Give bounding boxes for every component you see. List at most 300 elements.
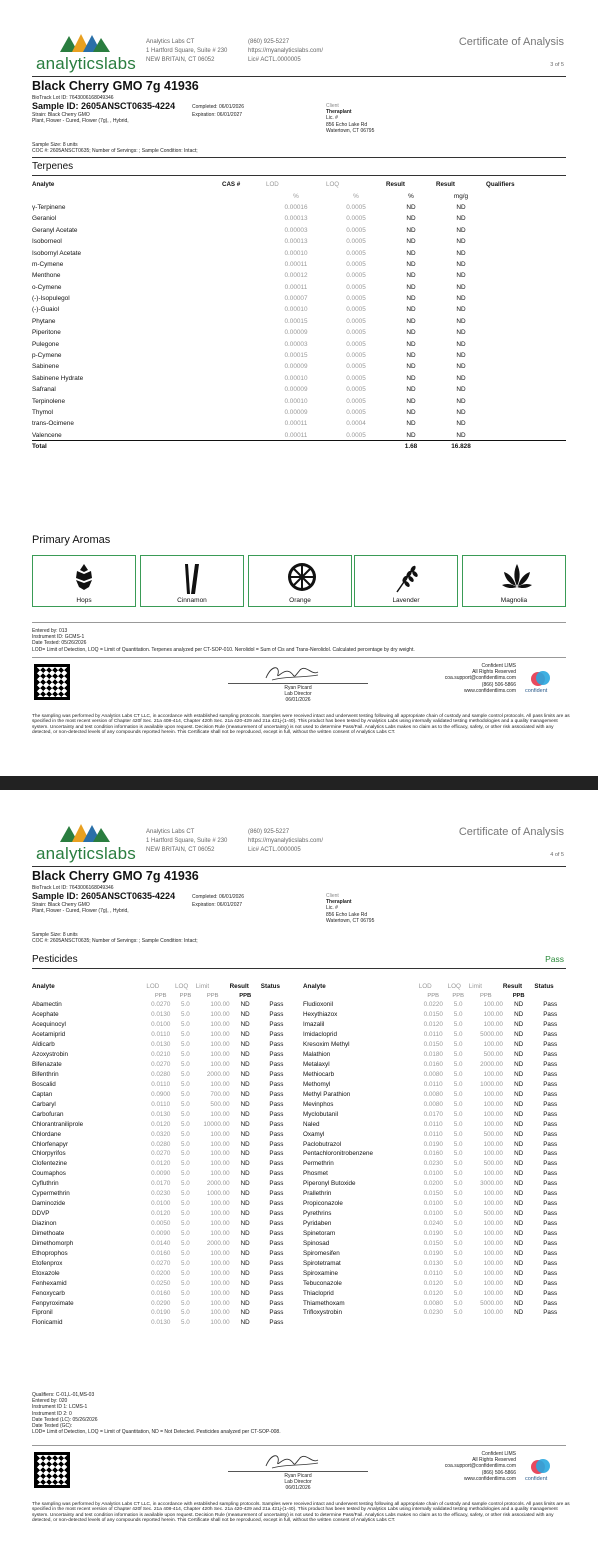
table-row <box>303 1119 566 1129</box>
instrument-id: Instrument ID: GCMS-1 <box>32 634 85 641</box>
table-row <box>32 1318 292 1328</box>
col-loq: LOQ <box>175 983 189 991</box>
table-row <box>32 338 566 349</box>
cell-limit: 2000.00 <box>480 1061 503 1069</box>
cell-analyte: Pentachloronitrobenzene <box>303 1150 374 1158</box>
cell-result: ND <box>240 1100 250 1108</box>
cell-analyte: Acephate <box>32 1011 59 1019</box>
pesticides-table-left <box>32 982 292 1328</box>
table-row <box>32 1089 292 1099</box>
cell-lod: 0.00010 <box>284 306 308 314</box>
cell-status: Pass <box>543 1110 558 1118</box>
col-result-mgg: Result <box>436 181 455 189</box>
cell-result: ND <box>240 1200 250 1208</box>
cell-status: Pass <box>269 1021 284 1029</box>
table-row <box>32 270 566 281</box>
table-row <box>32 213 566 224</box>
cell-result: ND <box>514 1140 524 1148</box>
cell-limit: 500.00 <box>483 1130 503 1138</box>
matrix: Plant, Flower - Cured, Flower (7g), , Hybrid, <box>32 908 129 914</box>
cell-result-mgg: ND <box>456 283 466 291</box>
lims-info <box>420 1451 516 1482</box>
cell-cas <box>222 407 266 418</box>
cell-result-pct: ND <box>406 363 416 371</box>
table-row <box>303 1079 566 1089</box>
cell-lod: 0.0190 <box>151 1309 171 1317</box>
cell-limit: 100.00 <box>210 1150 230 1158</box>
cell-analyte: Hexythiazox <box>303 1011 338 1019</box>
cell-analyte: Fenhexamid <box>32 1279 67 1287</box>
page-4 <box>0 790 598 1564</box>
table-row <box>303 1288 566 1298</box>
col-result: Result <box>229 983 249 991</box>
aroma-label: Lavender <box>392 597 420 604</box>
lab-address: 1 Hartford Square, Suite # 230 <box>146 838 228 844</box>
cell-limit: 100.00 <box>210 1110 230 1118</box>
cell-analyte: Trifloxystrobin <box>303 1309 342 1317</box>
footer-notes <box>32 1392 281 1435</box>
table-row <box>32 1119 292 1129</box>
cell-result-mgg: ND <box>456 203 466 211</box>
confident-brand: confident <box>525 1476 548 1482</box>
table-row <box>303 1298 566 1308</box>
coc: COC #: 2605ANSCT0635; Number of Servings: ; Sample Condition: Intact; <box>32 938 198 944</box>
divider <box>32 657 566 658</box>
client-lic: Lic. # <box>326 115 338 122</box>
cell-analyte: Menthone <box>32 272 61 280</box>
cell-result-pct: ND <box>406 329 416 337</box>
cell-limit: 100.00 <box>483 1309 503 1317</box>
cell-result: ND <box>514 1120 524 1128</box>
cell-loq: 0.0005 <box>346 409 366 416</box>
cell-lod: 0.0120 <box>151 1120 171 1128</box>
cell-result: ND <box>240 1120 250 1128</box>
lab-name: Analytics Labs CT <box>146 829 195 835</box>
table-row <box>303 1020 566 1030</box>
col-loq: LOQ <box>447 983 461 991</box>
cell-analyte: Spinosad <box>303 1239 330 1247</box>
cell-limit: 100.00 <box>483 1170 503 1178</box>
table-row <box>32 1000 292 1010</box>
table-row <box>32 1229 292 1239</box>
cell-status: Pass <box>269 1239 284 1247</box>
cell-analyte: Etoxazole <box>32 1269 60 1277</box>
cell-lod: 0.0110 <box>423 1031 443 1039</box>
unit-lod: % <box>293 192 299 200</box>
col-status: Status <box>534 983 554 991</box>
cell-result-pct: ND <box>406 249 416 257</box>
lims-url[interactable]: www.confidentlims.com <box>464 687 516 694</box>
completed-date: Completed: 06/01/2026 <box>192 894 244 900</box>
cell-loq: 5.0 <box>181 1249 190 1257</box>
cell-lod: 0.00011 <box>284 431 308 439</box>
cell-result: ND <box>514 1041 524 1049</box>
page-number: 4 of 5 <box>550 852 564 858</box>
table-row <box>303 1139 566 1149</box>
col-cas: CAS # <box>222 181 241 189</box>
cell-loq: 5.0 <box>181 1041 190 1049</box>
lims-email[interactable]: coa.support@confidentlims.com <box>444 675 516 682</box>
cell-lod: 0.00010 <box>284 397 308 405</box>
cell-limit: 100.00 <box>210 1130 230 1138</box>
expiration-date: Expiration: 06/01/2027 <box>192 112 243 118</box>
cell-analyte: Abamectin <box>32 1001 62 1009</box>
cell-qualifiers <box>486 247 566 258</box>
cell-lod: 0.00013 <box>284 215 308 223</box>
cell-limit: 100.00 <box>210 1001 230 1009</box>
cell-status: Pass <box>269 1110 284 1118</box>
lab-name: Analytics Labs CT <box>146 39 195 45</box>
aroma-magnolia <box>462 555 566 607</box>
cell-analyte: Naled <box>303 1120 320 1128</box>
sample-size: Sample Size: 8 units <box>32 932 78 938</box>
cell-result-pct: ND <box>406 352 416 360</box>
cell-limit: 100.00 <box>483 1001 503 1009</box>
cell-lod: 0.00007 <box>284 295 308 303</box>
table-row <box>303 1010 566 1020</box>
cell-result: ND <box>240 1031 250 1039</box>
cell-result: ND <box>514 1130 524 1138</box>
cell-analyte: Sabinene <box>32 363 60 371</box>
cell-qualifiers <box>486 418 566 429</box>
cell-status: Pass <box>269 1259 284 1267</box>
qr-code[interactable] <box>34 664 70 700</box>
cell-lod: 0.0110 <box>423 1120 443 1128</box>
cell-lod: 0.00003 <box>284 226 308 234</box>
cell-cas <box>222 441 266 452</box>
cell-result-mgg: ND <box>456 420 466 428</box>
cell-result: ND <box>514 1220 524 1228</box>
cell-lod: 0.0250 <box>151 1279 171 1287</box>
cell-cas <box>222 361 266 372</box>
expiration-date: Expiration: 06/01/2027 <box>192 902 243 908</box>
table-row <box>303 1179 566 1189</box>
client-address: 856 Echo Lake Rd <box>326 911 368 918</box>
cell-lod: 0.00011 <box>284 283 308 291</box>
lims-email[interactable]: coa.support@confidentlims.com <box>444 1463 516 1470</box>
cell-status: Pass <box>543 1100 558 1108</box>
cell-loq <box>326 441 386 452</box>
signature-line <box>228 683 368 684</box>
cell-analyte: Flonicamid <box>32 1319 63 1327</box>
table-row <box>303 1169 566 1179</box>
cell-result: ND <box>240 1021 250 1029</box>
cell-loq: 5.0 <box>453 1130 463 1138</box>
cell-cas <box>222 270 266 281</box>
cell-result: ND <box>514 1249 524 1257</box>
cell-loq: 5.0 <box>453 1220 463 1228</box>
signer <box>258 685 338 704</box>
cell-analyte: (-)-Isopulegol <box>32 295 70 303</box>
qr-code[interactable] <box>34 1452 70 1488</box>
cell-loq: 5.0 <box>453 1239 463 1247</box>
cell-lod: 0.0170 <box>151 1180 171 1188</box>
cell-analyte: Metalaxyl <box>303 1061 330 1069</box>
section-title: Terpenes <box>32 161 74 172</box>
cell-limit: 500.00 <box>483 1210 503 1218</box>
cell-lod: 0.00003 <box>284 340 308 348</box>
page-separator <box>0 776 598 790</box>
cell-status: Pass <box>543 1001 558 1009</box>
aroma-label: Magnolia <box>500 597 528 604</box>
section-title: Pesticides <box>32 954 78 965</box>
cell-limit: 500.00 <box>483 1160 503 1168</box>
cell-result-mgg: ND <box>456 317 466 325</box>
cell-loq: 0.0004 <box>346 420 366 428</box>
cell-limit: 500.00 <box>210 1100 230 1108</box>
cell-cas <box>222 316 266 327</box>
cell-lod: 0.0130 <box>423 1259 443 1267</box>
cell-limit: 500.00 <box>483 1051 503 1059</box>
cell-lod: 0.0120 <box>151 1210 171 1218</box>
cell-cas <box>222 293 266 304</box>
cell-analyte: Fenoxycarb <box>32 1289 65 1297</box>
table-row <box>303 1238 566 1248</box>
cell-loq: 5.0 <box>453 1140 463 1148</box>
cell-lod: 0.0140 <box>151 1239 171 1247</box>
cell-analyte: Pyrethrins <box>303 1210 332 1218</box>
strain: Strain: Black Cherry GMO <box>32 112 90 118</box>
units-row <box>32 190 566 201</box>
signer-role: Lab Director <box>284 1479 312 1486</box>
table-row <box>32 1258 292 1268</box>
cell-result: ND <box>514 1299 524 1307</box>
logo-text: analyticslabs <box>36 54 136 73</box>
cell-limit: 100.00 <box>483 1190 503 1198</box>
lab-url[interactable]: https://myanalyticslabs.com/ <box>248 48 324 54</box>
table-row <box>32 316 566 327</box>
lab-license: Lic# ACTL.0000005 <box>248 57 301 63</box>
cell-lod: 0.0120 <box>151 1160 171 1168</box>
cell-lod: 0.0190 <box>423 1249 443 1257</box>
cell-result-pct: ND <box>406 397 416 405</box>
product-title: Black Cherry GMO 7g 41936 <box>32 79 199 93</box>
cell-limit: 100.00 <box>483 1100 503 1108</box>
cell-loq: 5.0 <box>453 1190 463 1198</box>
cell-analyte: Spiroxamine <box>303 1269 338 1277</box>
cell-lod: 0.00013 <box>284 238 308 246</box>
cell-qualifiers <box>486 316 566 327</box>
cell-loq: 5.0 <box>453 1229 463 1237</box>
cell-status: Pass <box>269 1180 284 1188</box>
cell-result: ND <box>240 1061 250 1069</box>
table-row <box>32 225 566 236</box>
cell-limit: 100.00 <box>483 1011 503 1019</box>
cell-loq: 5.0 <box>453 1200 463 1208</box>
lims-info <box>420 663 516 694</box>
cell-analyte: Acequinocyl <box>32 1021 66 1029</box>
cell-loq: 0.0005 <box>346 397 366 405</box>
cell-cas <box>222 327 266 338</box>
cell-result-pct: ND <box>406 431 416 439</box>
cell-status: Pass <box>269 1051 284 1059</box>
col-lod: LOD <box>266 181 279 189</box>
table-row <box>303 1308 566 1318</box>
unit-cell <box>534 992 566 1000</box>
lims-rights: All Rights Reserved <box>472 1457 516 1464</box>
date-tested-gc: Date Tested (GC): <box>32 1423 73 1430</box>
cell-analyte: Mevinphos <box>303 1100 334 1108</box>
cell-loq: 5.0 <box>181 1220 190 1228</box>
cell-analyte: Carbaryl <box>32 1100 56 1108</box>
cell-loq: 5.0 <box>181 1229 190 1237</box>
cell-analyte: Isobornyl Acetate <box>32 249 82 257</box>
cell-status: Pass <box>269 1001 284 1009</box>
cell-qualifiers <box>486 293 566 304</box>
client-name: Theraplant <box>326 109 352 116</box>
cell-lod: 0.0290 <box>151 1299 171 1307</box>
cell-result: ND <box>240 1259 250 1267</box>
cell-result: ND <box>514 1289 524 1297</box>
cell-qualifiers <box>486 407 566 418</box>
table-row <box>303 1109 566 1119</box>
cell-result-pct: ND <box>406 295 416 303</box>
cell-analyte: Isoborneol <box>32 238 62 246</box>
cell-status: Pass <box>543 1279 558 1287</box>
cell-loq: 5.0 <box>181 1309 190 1317</box>
cell-loq: 5.0 <box>181 1051 190 1059</box>
cell-lod: 0.0100 <box>151 1200 171 1208</box>
logo-icon <box>60 32 110 52</box>
cell-qualifiers <box>486 327 566 338</box>
table-row <box>32 384 566 395</box>
cell-result: ND <box>240 1001 250 1009</box>
cell-status: Pass <box>543 1011 558 1019</box>
cell-result: ND <box>240 1110 250 1118</box>
aroma-label: Hops <box>76 597 92 604</box>
table-row <box>32 1050 292 1060</box>
cell-loq: 5.0 <box>453 1110 463 1118</box>
cell-limit: 5000.00 <box>480 1031 503 1039</box>
cell-analyte: m-Cymene <box>32 260 64 268</box>
cell-cas <box>222 259 266 270</box>
cell-status: Pass <box>269 1299 284 1307</box>
lab-address: 1 Hartford Square, Suite # 230 <box>146 48 228 54</box>
cinnamon-icon <box>179 562 205 596</box>
client-name: Theraplant <box>326 899 352 906</box>
magnolia-icon <box>501 562 533 590</box>
cell-loq: 0.0005 <box>346 295 366 303</box>
matrix: Plant, Flower - Cured, Flower (7g), , Hybrid, <box>32 118 129 124</box>
cell-loq: 5.0 <box>181 1200 190 1208</box>
cell-analyte: Safranal <box>32 386 56 394</box>
logo-icon <box>60 822 110 842</box>
signature-image <box>262 1450 322 1472</box>
cell-result-mgg: ND <box>456 272 466 280</box>
cell-lod: 0.0090 <box>151 1229 171 1237</box>
client-city: Watertown, CT 06795 <box>326 127 375 134</box>
cell-result: ND <box>514 1061 524 1069</box>
cell-lod <box>266 441 326 452</box>
cell-analyte: Cyfluthrin <box>32 1180 59 1188</box>
cell-loq: 5.0 <box>453 1259 463 1267</box>
cell-result: ND <box>240 1160 250 1168</box>
cell-status: Pass <box>269 1061 284 1069</box>
cell-result: ND <box>240 1299 250 1307</box>
cell-lod: 0.0050 <box>151 1220 171 1228</box>
unit-cell: PPB <box>512 992 525 999</box>
table-row <box>32 1040 292 1050</box>
cell-result: ND <box>514 1170 524 1178</box>
cell-loq: 5.0 <box>181 1120 190 1128</box>
cell-limit: 2000.00 <box>206 1070 230 1078</box>
client-address: 856 Echo Lake Rd <box>326 121 368 128</box>
table-row <box>303 1219 566 1229</box>
cell-loq: 5.0 <box>453 1180 463 1188</box>
cell-lod: 0.00009 <box>284 363 308 371</box>
cell-lod: 0.00009 <box>284 329 308 337</box>
disclaimer: The sampling was performed by Analytics Labs CT LLC, in accordance with established sampling protocols. Samples were received intact and underwent testing following all appropriate chain of custody and sample control protocols. All pass limits are as specified in the most recent version of Chapter 420f Sec. 21a 408-414, Chapter 420h Sec. 21a 420-429 and 21a 421j-(1-40). This product has been tested by Analytics Labs using internally validated testing methodologies and a quality management system. Uncertainty and test condition information is available upon request. Decision Rule (measurement of uncertainty) is not used to determine Pass/Fail. Analytics Labs makes no claim as to the efficacy, safety, or other risk associated with any detected, or non-detected levels of any compounds reported herein. This Certificate shall not be reproduced, except in full, without the written consent of Analytics Labs CT. <box>32 1502 570 1524</box>
cell-analyte: Imazalil <box>303 1021 325 1029</box>
cell-result: ND <box>240 1130 250 1138</box>
lims-url[interactable]: www.confidentlims.com <box>464 1475 516 1482</box>
cell-lod: 0.0160 <box>423 1150 443 1158</box>
table-row <box>32 1030 292 1040</box>
cell-lod: 0.0110 <box>151 1031 171 1039</box>
coa-title: Certificate of Analysis <box>458 36 564 48</box>
unit-cell: PPB <box>154 992 167 999</box>
signer-role: Lab Director <box>284 691 312 698</box>
col-loq: LOQ <box>326 181 340 189</box>
cell-result-pct: ND <box>406 340 416 348</box>
date-tested: Date Tested: 05/26/2026 <box>32 640 87 647</box>
cell-status: Pass <box>543 1080 558 1088</box>
cell-analyte: Paclobutrazol <box>303 1140 342 1148</box>
cell-analyte: Malathion <box>303 1051 331 1059</box>
cell-analyte: Phytane <box>32 317 56 325</box>
table-row <box>303 1268 566 1278</box>
cell-result: ND <box>514 1080 524 1088</box>
cell-result: ND <box>240 1070 250 1078</box>
cell-lod: 0.0270 <box>151 1259 171 1267</box>
cell-limit: 100.00 <box>483 1021 503 1029</box>
cell-limit: 100.00 <box>210 1319 230 1327</box>
cell-limit: 10000.00 <box>203 1120 230 1128</box>
cell-result-pct: ND <box>406 386 416 394</box>
cell-result-mgg: ND <box>456 249 466 257</box>
cell-analyte: Prallethrin <box>303 1190 332 1198</box>
cell-result: ND <box>514 1021 524 1029</box>
table-row <box>303 1089 566 1099</box>
table-row <box>32 1159 292 1169</box>
cell-loq: 5.0 <box>181 1180 190 1188</box>
table-row <box>303 1000 566 1010</box>
cell-analyte: Clofentezine <box>32 1160 68 1168</box>
cell-result: ND <box>514 1100 524 1108</box>
cell-status: Pass <box>269 1041 284 1049</box>
hops-icon <box>71 562 97 592</box>
cell-loq: 0.0005 <box>346 363 366 371</box>
divider <box>32 157 566 158</box>
cell-status: Pass <box>543 1160 558 1168</box>
table-row <box>32 1060 292 1070</box>
table-header <box>303 982 566 992</box>
cell-loq: 5.0 <box>453 1090 463 1098</box>
cell-result-mgg: ND <box>456 409 466 416</box>
cell-result-mgg: ND <box>456 215 466 223</box>
cell-status: Pass <box>269 1210 284 1218</box>
cell-status: Pass <box>269 1220 284 1228</box>
lab-url[interactable]: https://myanalyticslabs.com/ <box>248 838 324 844</box>
cell-status: Pass <box>269 1229 284 1237</box>
cell-result: ND <box>240 1140 250 1148</box>
cell-analyte: Diazinon <box>32 1220 57 1228</box>
client-label: Client <box>326 893 339 899</box>
cell-result-pct: ND <box>406 283 416 291</box>
cell-analyte: Fipronil <box>32 1309 53 1317</box>
cell-limit: 100.00 <box>483 1090 503 1098</box>
cell-lod: 0.0190 <box>423 1140 443 1148</box>
